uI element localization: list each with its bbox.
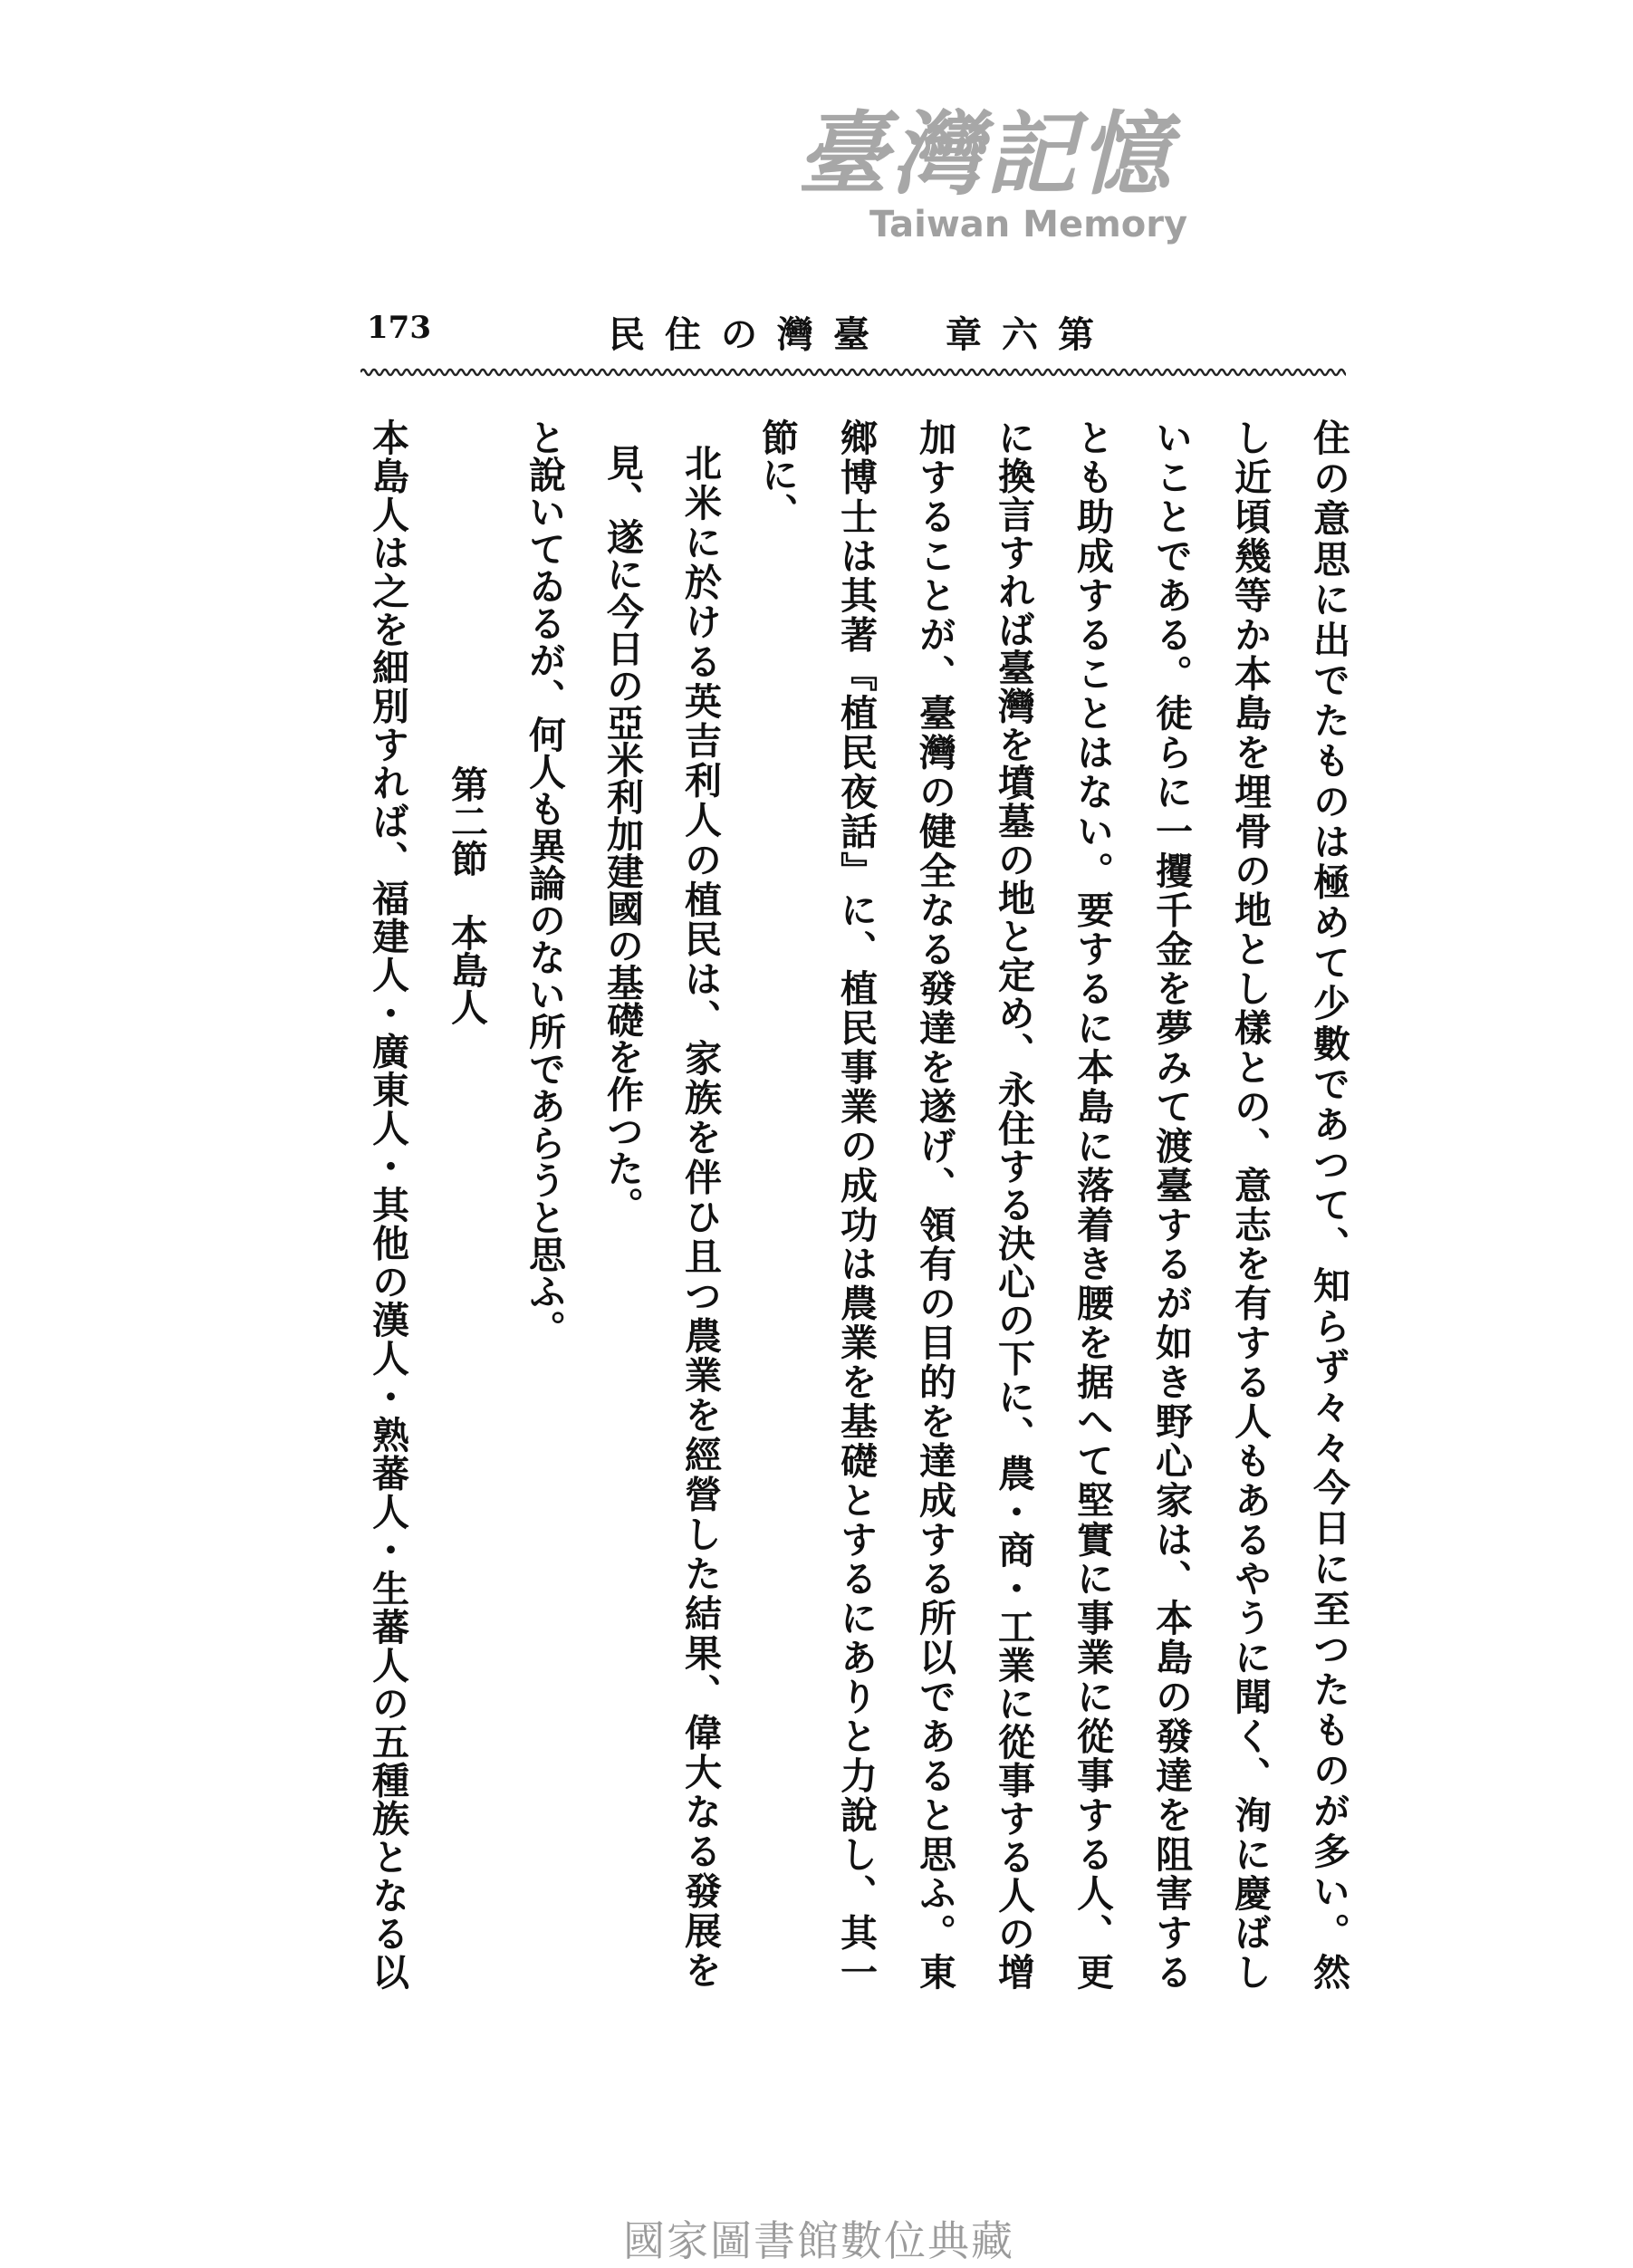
text-column: し近頃幾等か本島を埋骨の地とし樣との、意志を有する人もあるやうに聞く、洵に慶ばし: [1228, 418, 1272, 1990]
wavy-rule: [360, 366, 1346, 379]
text-column: とも助成することはない。要するに本島に落着き腰を据へて堅實に事業に從事する人、更: [1071, 418, 1114, 1990]
text-column: に換言すれば臺灣を墳墓の地と定め、永住する決心の下に、農・商・工業に從事する人の增: [992, 418, 1035, 1990]
text-column: 鄉博士は其著『植民夜話』に、植民事業の成功は農業を基礎とするにありと力說し、其一: [834, 418, 878, 1990]
text-column: 住の意思に出でたものは極めて少數であつて、知らず々々今日に至つたものが多い。然: [1307, 418, 1350, 1991]
running-title: 第六章 臺灣の住民: [609, 313, 1114, 356]
watermark-subtitle: Taiwan Memory: [869, 204, 1188, 245]
text-column: 加することが、臺灣の健全なる發達を遂げ、領有の目的を達成する所以であると思ふ。東: [913, 418, 956, 1991]
text-column: いことである。徒らに一攫千金を夢みて渡臺するが如き野心家は、本島の發達を阻害する: [1149, 418, 1193, 1990]
text-column: 本島人は之を細別すれば、福建人・廣東人・其他の漢人・熟蕃人・生蕃人の五種族となる以: [366, 418, 409, 1990]
quote-column: 北米に於ける英吉利人の植民は、家族を伴ひ且つ農業を經營した結果、偉大なる發展を: [678, 444, 722, 1988]
quote-column: 見、遂に今日の亞米利加建國の基礎を作つた。: [600, 444, 644, 1224]
archive-footer: 國家圖書館數位典藏: [623, 2216, 1014, 2265]
section-heading: 第二節 本島人: [445, 765, 488, 1025]
text-column: 節に、: [755, 418, 799, 530]
watermark-logo: 臺灣記憶: [797, 101, 1174, 207]
page-number: 173: [367, 310, 431, 346]
text-column: と說いてゐるが、何人も異論のない所であらうと思ふ。: [523, 418, 566, 1347]
